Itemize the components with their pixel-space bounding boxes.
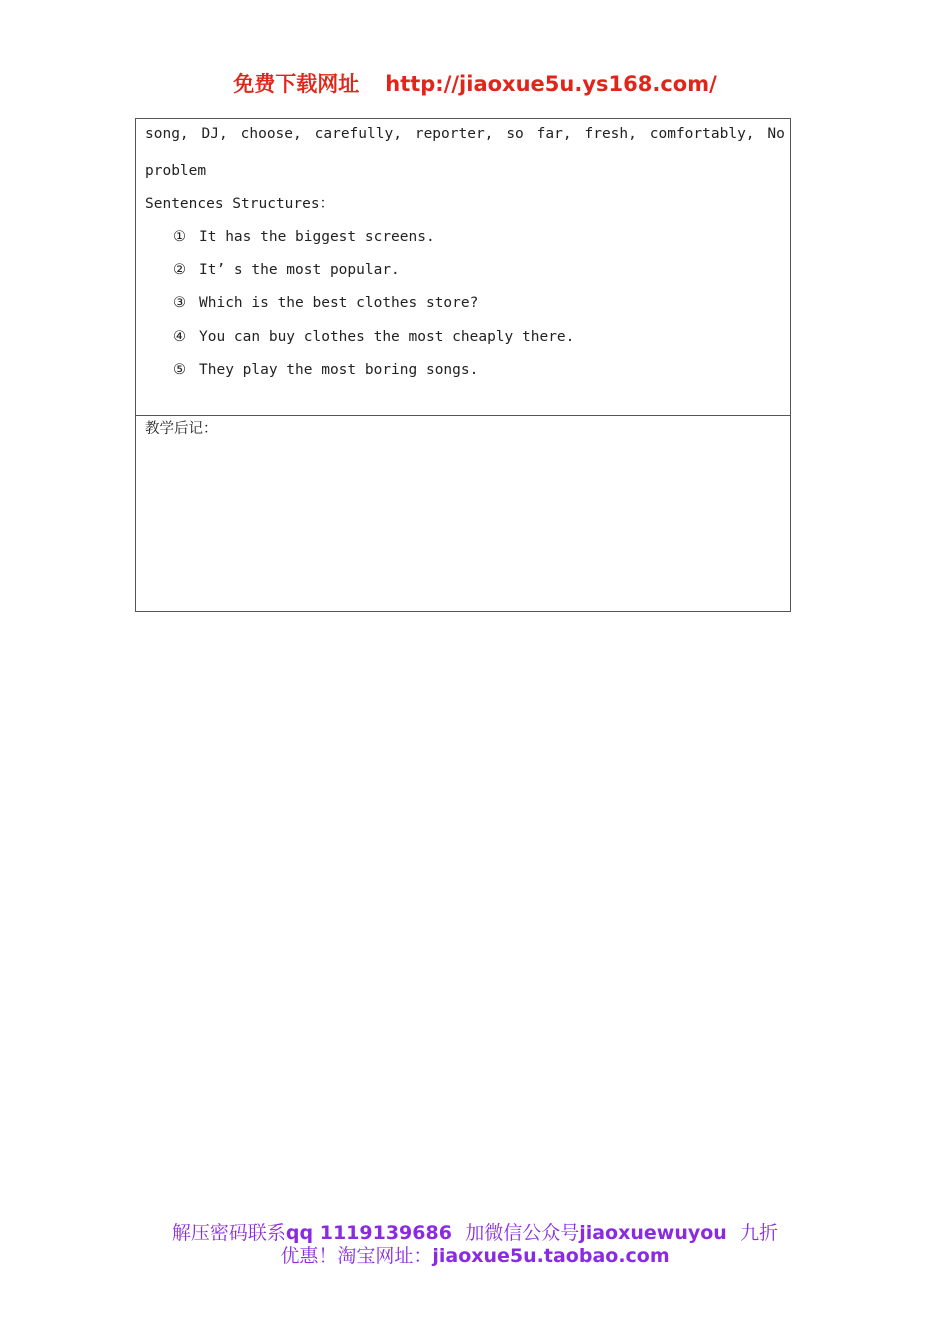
footer-text: 解压密码联系 [171, 1222, 286, 1244]
structure-item [173, 261, 400, 279]
vocab-word: far, [536, 126, 572, 142]
download-label: 免费下载网址 [233, 72, 360, 96]
vocab-word: reporter, [414, 126, 494, 142]
structure-number: ② [173, 262, 186, 278]
structure-item [173, 361, 478, 379]
structure-text: It has the biggest screens. [199, 229, 435, 245]
notes-label: 教学后记： [145, 421, 218, 437]
vocab-word: fresh, [584, 126, 637, 142]
structure-text: It’ s the most popular. [199, 262, 400, 278]
vocab-word: so [506, 126, 524, 142]
structure-item [173, 228, 435, 246]
vocab-word: carefully, [314, 126, 402, 142]
footer-wechat: jiaoxuewuyou [579, 1222, 727, 1244]
structure-number: ① [173, 229, 186, 245]
notes-cell [136, 416, 790, 611]
footer-line-2 [0, 1241, 950, 1268]
footer-text: 优惠！淘宝网址： [280, 1245, 433, 1267]
vocab-word: No [767, 126, 785, 142]
footer-text: 加微信公众号 [465, 1222, 580, 1244]
structure-text: Which is the best clothes store? [199, 295, 479, 311]
structure-item [173, 294, 478, 312]
footer-qq: qq 1119139686 [285, 1222, 452, 1244]
structure-number: ④ [173, 329, 186, 345]
structures-title: Sentences Structures： [145, 196, 335, 212]
vocab-word: comfortably, [649, 126, 755, 142]
download-header [0, 68, 950, 98]
vocab-word: DJ, [201, 126, 228, 142]
download-url-link[interactable]: http://jiaoxue5u.ys168.com/ [385, 72, 717, 96]
footer-taobao-link[interactable]: jiaoxue5u.taobao.com [432, 1245, 670, 1267]
vocab-continuation: problem [145, 163, 207, 179]
content-cell [136, 119, 790, 416]
structure-text: You can buy clothes the most cheaply there. [199, 329, 575, 345]
structure-number: ⑤ [173, 362, 186, 378]
vocab-list [145, 125, 785, 143]
structure-number: ③ [173, 295, 186, 311]
footer-text: 九折 [740, 1222, 779, 1244]
vocab-word: choose, [240, 126, 302, 142]
lesson-table [135, 118, 791, 612]
vocab-word: song, [145, 126, 189, 142]
structure-text: They play the most boring songs. [199, 362, 479, 378]
structure-item [173, 328, 574, 346]
